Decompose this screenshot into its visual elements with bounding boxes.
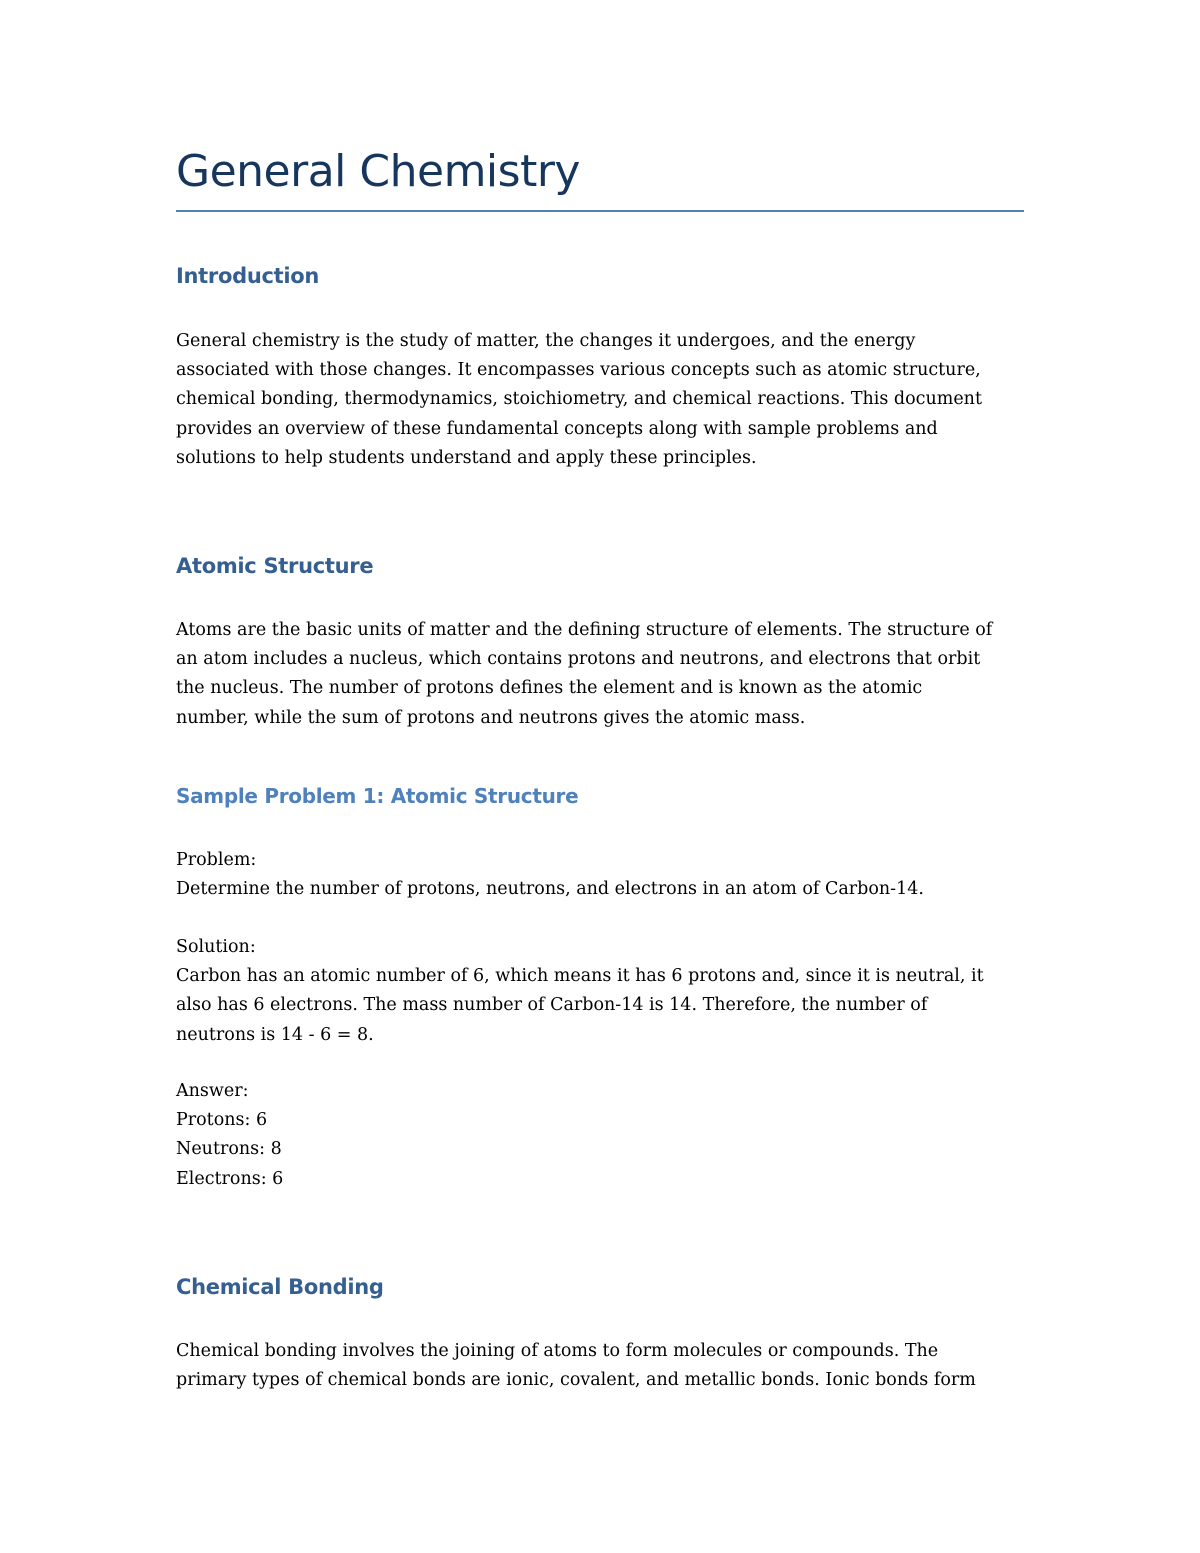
paragraph-chemical-bonding xyxy=(176,1337,1024,1395)
text-line: an atom includes a nucleus, which contains protons and neutrons, and electrons that orbit xyxy=(176,649,981,670)
answer-line: Protons: 6 xyxy=(176,1110,268,1131)
text-line: chemical bonding, thermodynamics, stoichiometry, and chemical reactions. This document xyxy=(176,389,982,410)
text-line: also has 6 electrons. The mass number of Carbon-14 is 14. Therefore, the number of xyxy=(176,995,928,1016)
text-line: General chemistry is the study of matter, the changes it undergoes, and the energy xyxy=(176,331,916,351)
heading-chemical-bonding: Chemical Bonding xyxy=(176,1275,384,1299)
text-line: Carbon has an atomic number of 6, which means it has 6 protons and, since it is neutral, it xyxy=(176,966,984,987)
document-page xyxy=(176,0,1024,1553)
text-line: Chemical bonding involves the joining of atoms to form molecules or compounds. The xyxy=(176,1341,939,1361)
answer-block xyxy=(176,1077,1024,1194)
paragraph-introduction xyxy=(176,327,1024,473)
text-line: the nucleus. The number of protons defines the element and is known as the atomic xyxy=(176,678,923,699)
text-line: neutrons is 14 - 6 = 8. xyxy=(176,1024,374,1045)
heading-sample-problem-1: Sample Problem 1: Atomic Structure xyxy=(176,784,579,808)
answer-label: Answer: xyxy=(176,1081,249,1101)
paragraph-atomic-structure xyxy=(176,616,1024,733)
heading-atomic-structure: Atomic Structure xyxy=(176,554,374,578)
heading-introduction: Introduction xyxy=(176,264,320,288)
solution-block xyxy=(176,933,1024,1050)
answer-line: Neutrons: 8 xyxy=(176,1139,282,1160)
problem-text: Determine the number of protons, neutrons, and electrons in an atom of Carbon-14. xyxy=(176,879,924,900)
title-underline xyxy=(176,210,1024,212)
answer-line: Electrons: 6 xyxy=(176,1168,284,1189)
solution-label: Solution: xyxy=(176,937,256,957)
text-line: number, while the sum of protons and neutrons gives the atomic mass. xyxy=(176,707,806,728)
text-line: provides an overview of these fundamental concepts along with sample problems and xyxy=(176,418,938,439)
text-line: Atoms are the basic units of matter and the defining structure of elements. The structure of xyxy=(176,620,993,640)
text-line: solutions to help students understand and apply these principles. xyxy=(176,447,757,468)
text-line: primary types of chemical bonds are ionic, covalent, and metallic bonds. Ionic bonds form xyxy=(176,1370,976,1391)
document-title: General Chemistry xyxy=(176,146,580,197)
text-line: associated with those changes. It encompasses various concepts such as atomic structure, xyxy=(176,360,981,381)
problem-block xyxy=(176,846,1024,904)
problem-label: Problem: xyxy=(176,850,257,870)
